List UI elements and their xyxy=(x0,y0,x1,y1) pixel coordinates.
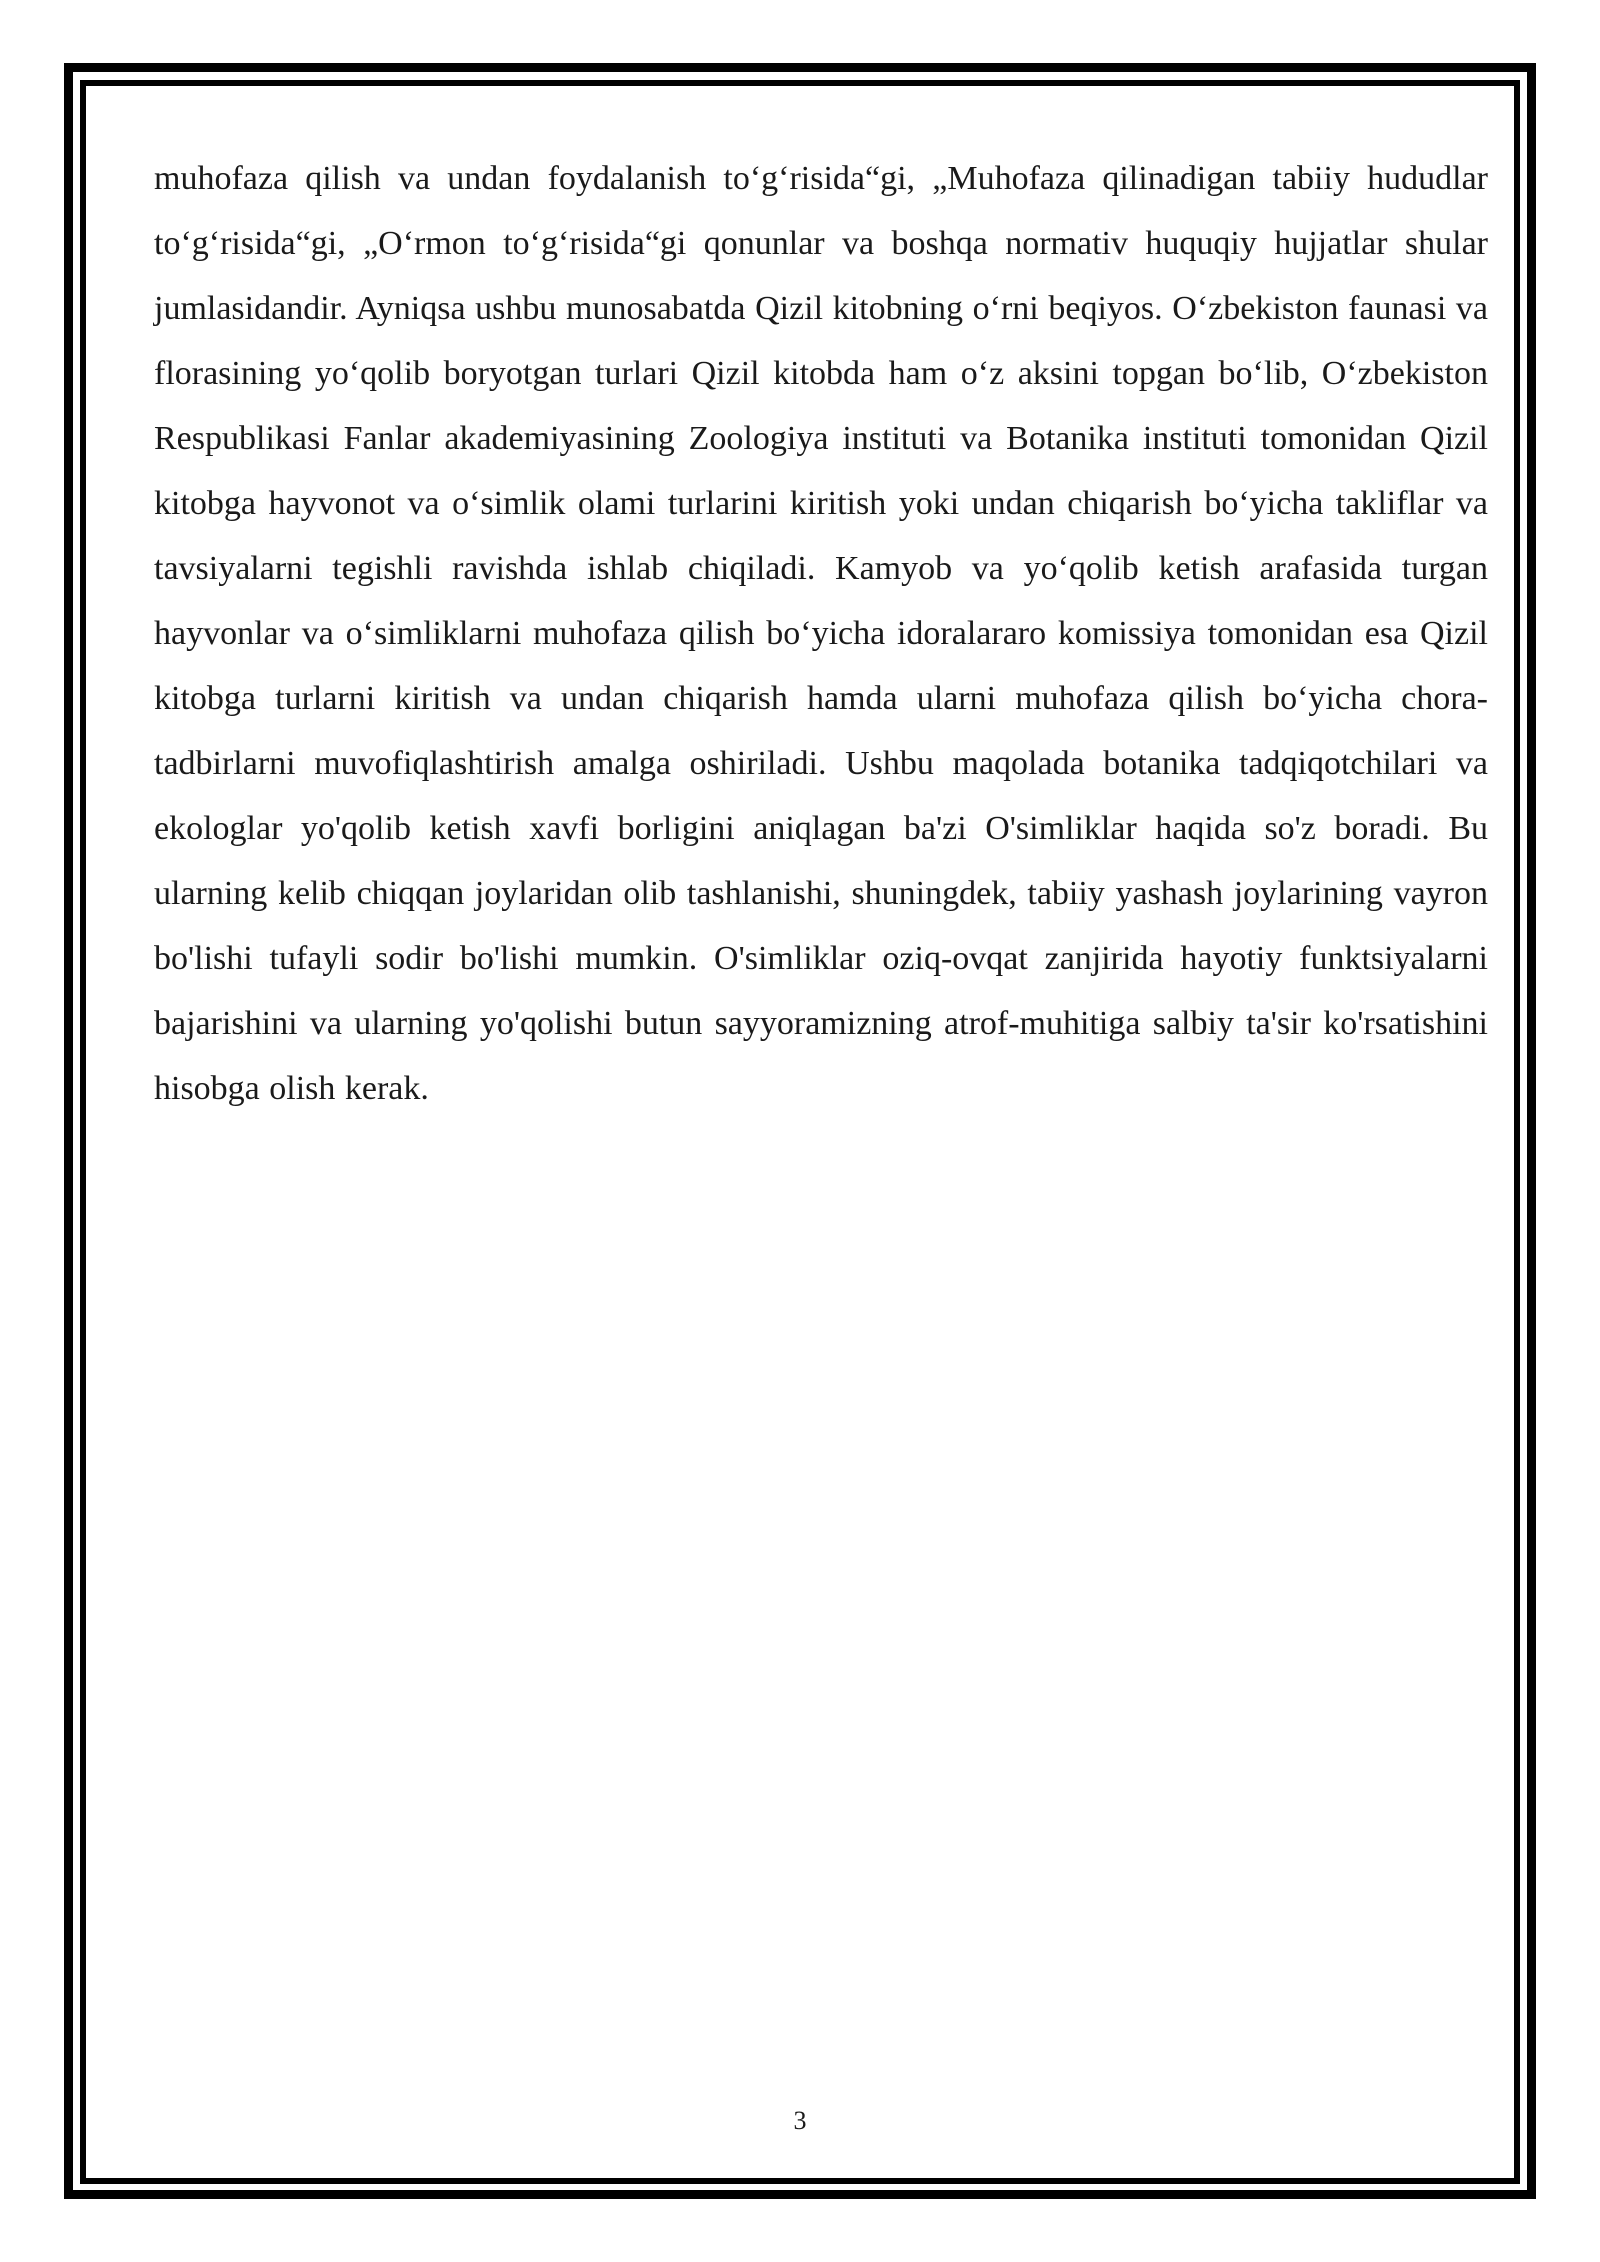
body-paragraph: muhofaza qilish va undan foydalanish to‘g‘risida“gi, „Muhofaza qilinadigan tabiiy hududlar to‘g‘risida“gi, „O‘rmon to‘g‘risida“gi qonunlar va boshqa normativ huquqiy hujjatlar shular jumlasidandir. Ayniqsa ushbu munosabatda Qizil kitobning o‘rni beqiyos. O‘zbekiston faunasi va florasining yo‘qolib boryotgan turlari Qizil kitobda ham o‘z aksini topgan bo‘lib, O‘zbekiston Respublikasi Fanlar akademiyasining Zoologiya instituti va Botanika instituti tomonidan Qizil kitobga hayvonot va o‘simlik olami turlarini kiritish yoki undan chiqarish bo‘yicha takliflar va tavsiyalarni tegishli ravishda ishlab chiqiladi. Kamyob va yo‘qolib ketish arafasida turgan hayvonlar va o‘simliklarni muhofaza qilish bo‘yicha idoralararo komissiya tomonidan esa Qizil kitobga turlarni kiritish va undan chiqarish hamda ularni muhofaza qilish bo‘yicha chora-tadbirlarni muvofiqlashtirish amalga oshiriladi. Ushbu maqolada botanika tadqiqotchilari va ekologlar yo'qolib ketish xavfi borligini aniqlagan ba'zi O'simliklar haqida so'z boradi. Bu ularning kelib chiqqan joylaridan olib tashlanishi, shuningdek, tabiiy yashash joylarining vayron bo'lishi tufayli sodir bo'lishi mumkin. O'simliklar oziq-ovqat zanjirida hayotiy funktsiyalarni bajarishini va ularning yo'qolishi butun sayyoramizning atrof-muhitiga salbiy ta'sir ko'rsatishini hisobga olish kerak. xyxy=(154,160,1488,1107)
page-number: 3 xyxy=(793,2106,807,2135)
